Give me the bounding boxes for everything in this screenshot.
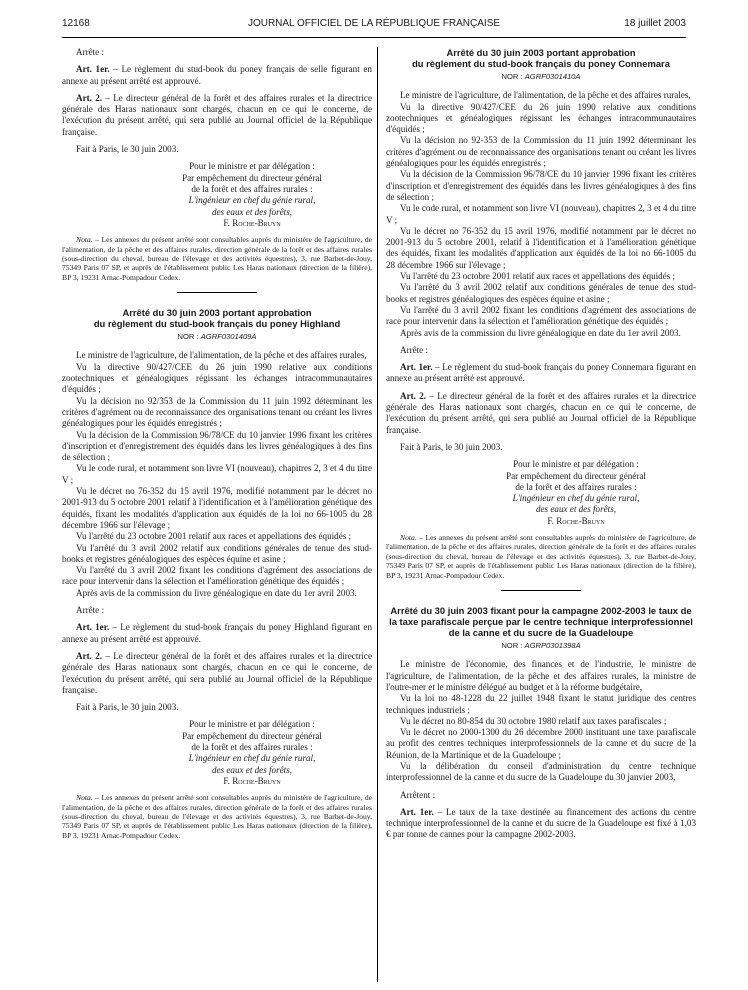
article-1 <box>62 64 372 87</box>
visa-paragraph: Vu l'arrêté du 3 avril 2002 relatif aux conditions générales de tenue des stud-books et registres généalogiques des espèces équine et asine ; <box>62 542 372 564</box>
signature-date: Fait à Paris, le 30 juin 2003. <box>76 702 179 713</box>
visa-paragraph: Vu la décision de la Commission 96/78/CE du 10 janvier 1996 fixant les critères d'inscription et d'enregistrement des équidés dans les livres généalogiques à des fins de sélection ; <box>62 429 372 463</box>
nor-label: NOR : <box>501 641 525 651</box>
article-label: Art. 1er. <box>400 806 434 817</box>
nota-note <box>62 793 372 840</box>
header-rule <box>62 37 686 38</box>
signature-line: Par empêchement du directeur général <box>182 172 322 183</box>
article-text: – Le directeur général de la forêt et des affaires rurales et la directrice générale des Haras nationaux sont chargés, chacun en ce qui le concerne, de l'exécution du présent arrêté, qui sera publié au Journal officiel de la République française. <box>386 390 696 435</box>
nor-reference <box>386 71 696 82</box>
visa-paragraph: Vu le décret no 76-352 du 15 avril 1976, modifié notamment par le décret no 2001-913 du 5 octobre 2001 relatif à l'identification et à l'amélioration génétique des équidés, fixant les modalités d'application aux équidés de la loi no 66-1005 du 28 décembre 1966 sur l'élevage ; <box>62 486 372 530</box>
article-label: Art. 1er. <box>76 622 110 633</box>
arrete-heading: Arrête : <box>400 344 429 355</box>
article-2 <box>386 391 696 436</box>
article-label: Art. 2. <box>76 650 103 661</box>
nota-label: Nota. <box>76 235 93 245</box>
article-text: – Le directeur général de la forêt et des affaires rurales et la directrice générale des Haras nationaux sont chargés, chacun en ce qui le concerne, de l'exécution du présent arrêté, qui sera publié au Journal officiel de la République française. <box>62 650 372 695</box>
visa-paragraph: Vu l'arrêté du 3 avril 2002 fixant les conditions d'agrément des associations de race pour intervenir dans la sélection et l'amélioration génétique des équidés ; <box>62 565 372 587</box>
signatory-name: F. Roche-Bruyn <box>547 515 605 526</box>
article-text: – Le règlement du stud-book du poney français de selle figurant en annexe au présent arrêté est approuvé. <box>62 64 372 86</box>
decree-title: du règlement du stud-book français du poney Highland <box>93 318 341 330</box>
visa-paragraph: Vu la directive 90/427/CEE du 26 juin 1990 relative aux conditions zootechniques et généalogiques régissant les échanges intracommunautaires d'équidés ; <box>386 101 696 135</box>
left-column <box>62 47 372 840</box>
journal-title: JOURNAL OFFICIEL DE LA RÉPUBLIQUE FRANÇAISE <box>247 18 501 29</box>
nor-label: NOR : <box>177 332 201 342</box>
nota-label: Nota. <box>400 532 417 542</box>
signature-line: Par empêchement du directeur général <box>182 730 322 741</box>
article-text: – Le taux de la taxe destinée au financement des actions du centre technique interprofessionnel de la canne et du sucre de la Guadeloupe est fixé à 1,03 € par tonne de cannes pour la campagne 2002-2003. <box>386 806 696 840</box>
nor-reference <box>386 640 696 651</box>
visa-paragraph: Le ministre de l'agriculture, de l'alimentation, de la pêche et des affaires rurales, <box>400 90 691 101</box>
article-label: Art. 2. <box>400 390 427 401</box>
article-text: – Le directeur général de la forêt et des affaires rurales et la directrice générale des Haras nationaux sont chargés, chacun en ce qui le concerne, de l'exécution du présent arrêté, qui sera publié au Journal officiel de la République française. <box>62 92 372 137</box>
right-column <box>386 47 696 841</box>
nota-text: – Les annexes du présent arrêté sont consultables auprès du ministère de l'agriculture, de l'alimentation, de la pêche et des affaires rurales, direction générale de la forêt et des affaires rurales (sous-direction du cheval, bureau de l'élevage et des activités équestres), 3, rue Barbet-de-Jouy, 75349 Paris 07 SP, et auprès de l'établissement public Les Haras nationaux (direction de la filière), BP 3, 19231 Arnac-Pompadour Cedex. <box>386 532 696 580</box>
article-label: Art. 1er. <box>400 362 433 373</box>
section-separator <box>177 292 257 293</box>
decree-title: Arrêté du 30 juin 2003 portant approbation <box>446 47 636 58</box>
signatory-name: F. Roche-Bruyn <box>223 775 281 786</box>
signature-line: des eaux et des forêts, <box>211 206 293 217</box>
signature-line: de la forêt et des affaires rurales : <box>191 741 313 752</box>
article-label: Art. 1er. <box>76 64 110 75</box>
signature-line: L'ingénieur en chef du génie rural, <box>188 753 316 764</box>
signature-date: Fait à Paris, le 30 juin 2003. <box>76 144 179 155</box>
nor-code: AGRP0301398A <box>524 641 581 651</box>
visa-paragraph: Vu l'arrêté du 3 avril 2002 fixant les conditions d'agrément des associations de race pour intervenir dans la sélection et l'amélioration génétique des équidés ; <box>386 304 696 327</box>
nor-label: NOR : <box>501 72 525 81</box>
article-text: – Le règlement du stud-book français du poney Highland figurant en annexe au présent arrêté est approuvé. <box>62 622 372 644</box>
article-2 <box>62 93 372 138</box>
visa-paragraph: Vu la loi no 48-1228 du 22 juillet 1948 fixant le statut juridique des centres techniques industriels ; <box>386 693 696 715</box>
nota-note <box>386 533 696 580</box>
article-1 <box>62 622 372 645</box>
visa-paragraph: Vu le code rural, et notamment son livre VI (nouveau), chapitres 2, 3 et 4 du titre V ; <box>386 203 696 225</box>
nor-code: AGRF0301409A <box>200 332 257 342</box>
visa-paragraph: Le ministre de l'économie, des finances et de l'industrie, le ministre de l'agriculture, de l'alimentation, de la pêche et des affaires rurales, la ministre de l'outre-mer et le ministre délégué au budget et à la réforme budgétaire, <box>386 659 696 692</box>
signatory-name: F. Roche-Bruyn <box>223 217 281 228</box>
visa-paragraph: Vu l'arrêté du 23 octobre 2001 relatif aux races et appellations des équidés ; <box>76 531 352 542</box>
nota-note <box>62 235 372 282</box>
visa-paragraph: Vu le décret no 80-854 du 30 octobre 1980 relatif aux taxes parafiscales ; <box>400 715 667 726</box>
nor-reference <box>62 331 372 342</box>
signature-line: Pour le ministre et par délégation : <box>189 719 315 730</box>
nor-code: AGRF0301410A <box>524 72 581 81</box>
nota-label: Nota. <box>76 793 93 803</box>
visa-paragraph: Vu la délibération du conseil d'administration du centre technique interprofessionnel de la canne et du sucre de la Guadeloupe du 30 janvier 2003, <box>386 760 696 783</box>
signature-line: Pour le ministre et par délégation : <box>189 161 315 172</box>
signature-date: Fait à Paris, le 30 juin 2003. <box>400 441 503 452</box>
arrete-heading: Arrêtent : <box>400 789 436 800</box>
arrete-heading: Arrête : <box>76 605 105 616</box>
signature-line: L'ingénieur en chef du génie rural, <box>188 195 316 206</box>
visa-paragraph: Le ministre de l'agriculture, de l'alimentation, de la pêche et des affaires rurales, <box>76 350 367 361</box>
visa-paragraph: Après avis de la commission du livre généalogique en date du 1er avril 2003. <box>76 587 357 598</box>
nota-text: – Les annexes du présent arrêté sont consultables auprès du ministère de l'agriculture, de l'alimentation, de la pêche et des affaires rurales, direction générale de la forêt et des affaires rurales (sous-direction du cheval, bureau de l'élevage et des activités équestres), 3, rue Barbet-de-Jouy, 75349 Paris 07 SP, et auprès de l'établissement public Les Haras nationaux (direction de la filière), BP 3, 19231 Arnac-Pompadour Cedex. <box>62 235 372 282</box>
visa-paragraph: Vu le décret no 76-352 du 15 avril 1976, modifié notamment par le décret no 2001-913 du 5 octobre 2001, relatif à l'identification et à l'amélioration génétique des équidés, fixant les modalités d'application aux équidés de la loi no 66-1005 du 28 décembre 1966 sur l'élevage ; <box>386 225 696 270</box>
signature-line: L'ingénieur en chef du génie rural, <box>512 493 640 504</box>
signature-line: des eaux et des forêts, <box>211 764 293 775</box>
article-text: – Le règlement du stud-book français du poney Connemara figurant en annexe au présent arrêté est approuvé. <box>386 362 696 384</box>
visa-paragraph: Vu la décision de la Commission 96/78/CE du 10 janvier 1996 fixant les critères d'inscription et d'enregistrement des équidés dans les livres généalogiques à des fins de sélection ; <box>386 169 696 202</box>
signature-line: Pour le ministre et par délégation : <box>513 459 639 470</box>
article-1 <box>386 362 696 385</box>
decree-title: Arrêté du 30 juin 2003 fixant pour la campagne 2002-2003 le taux de la taxe parafiscale perçue par le centre technique interprofessionnel de la canne et du sucre de la Guadeloupe <box>389 605 693 639</box>
visa-paragraph: Vu la décision no 92-353 de la Commission du 11 juin 1992 déterminant les critères d'agrément ou de reconnaissance des organisations tenant ou créant les livres généalogiques pour les équidés enregistrés ; <box>386 135 696 169</box>
arrete-heading: Arrête : <box>76 47 105 57</box>
visa-paragraph: Vu l'arrêté du 23 octobre 2001 relatif aux races et appellations des équidés ; <box>400 271 676 282</box>
signature-line: des eaux et des forêts, <box>535 504 617 515</box>
issue-date: 18 juillet 2003 <box>624 18 686 29</box>
visa-paragraph: Vu le décret no 2000-1300 du 26 décembre 2000 instituant une taxe parafiscale au profit des centres techniques interprofessionnels de la canne et du sucre de la Réunion, de la Martinique et de la Guadeloupe ; <box>386 727 696 760</box>
decree-title: du règlement du stud-book français du poney Connemara <box>412 58 670 69</box>
visa-paragraph: Vu le code rural, et notamment son livre VI (nouveau), chapitres 2, 3 et 4 du titre V ; <box>62 463 372 485</box>
decree-title: Arrêté du 30 juin 2003 portant approbation <box>122 307 312 319</box>
page-header <box>62 18 686 32</box>
article-2 <box>62 651 372 696</box>
visa-paragraph: Vu l'arrêté du 3 avril 2002 relatif aux conditions générales de tenue des stud-books et registres généalogiques des espèces équine et asine ; <box>386 282 696 304</box>
section-separator <box>501 590 581 591</box>
visa-paragraph: Vu la décision no 92/353 de la Commission du 11 juin 1992 déterminant les critères d'agrément ou de reconnaissance des organisations tenant ou créant les livres généalogiques pour les équidés enregistrés ; <box>62 395 372 429</box>
page-number: 12168 <box>62 18 90 29</box>
signature-line: Par empêchement du directeur général <box>506 470 646 481</box>
signature-line: de la forêt et des affaires rurales : <box>191 183 313 194</box>
visa-paragraph: Vu la directive 90/427/CEE du 26 juin 1990 relative aux conditions zootechniques et généalogiques régissant les échanges intracommunautaires d'équidés ; <box>62 361 372 395</box>
signature-line: de la forêt et des affaires rurales : <box>515 481 637 492</box>
article-1 <box>386 807 696 841</box>
article-label: Art. 2. <box>76 92 103 103</box>
nota-text: – Les annexes du présent arrêté sont consultables auprès du ministère de l'agriculture, de l'alimentation, de la pêche et des affaires rurales, direction générale de la forêt et des affaires rurales (sous-direction du cheval, bureau de l'élevage et des activités équestres), 3, rue Barbet-de-Jouy, 75349 Paris 07 SP, et auprès de l'établissement public Les Haras nationaux (direction de la filière), BP 3, 19231 Arnac-Pompadour Cedex. <box>62 793 372 840</box>
visa-paragraph: Après avis de la commission du livre généalogique en date du 1er avril 2003. <box>400 327 681 338</box>
column-divider <box>377 47 378 982</box>
